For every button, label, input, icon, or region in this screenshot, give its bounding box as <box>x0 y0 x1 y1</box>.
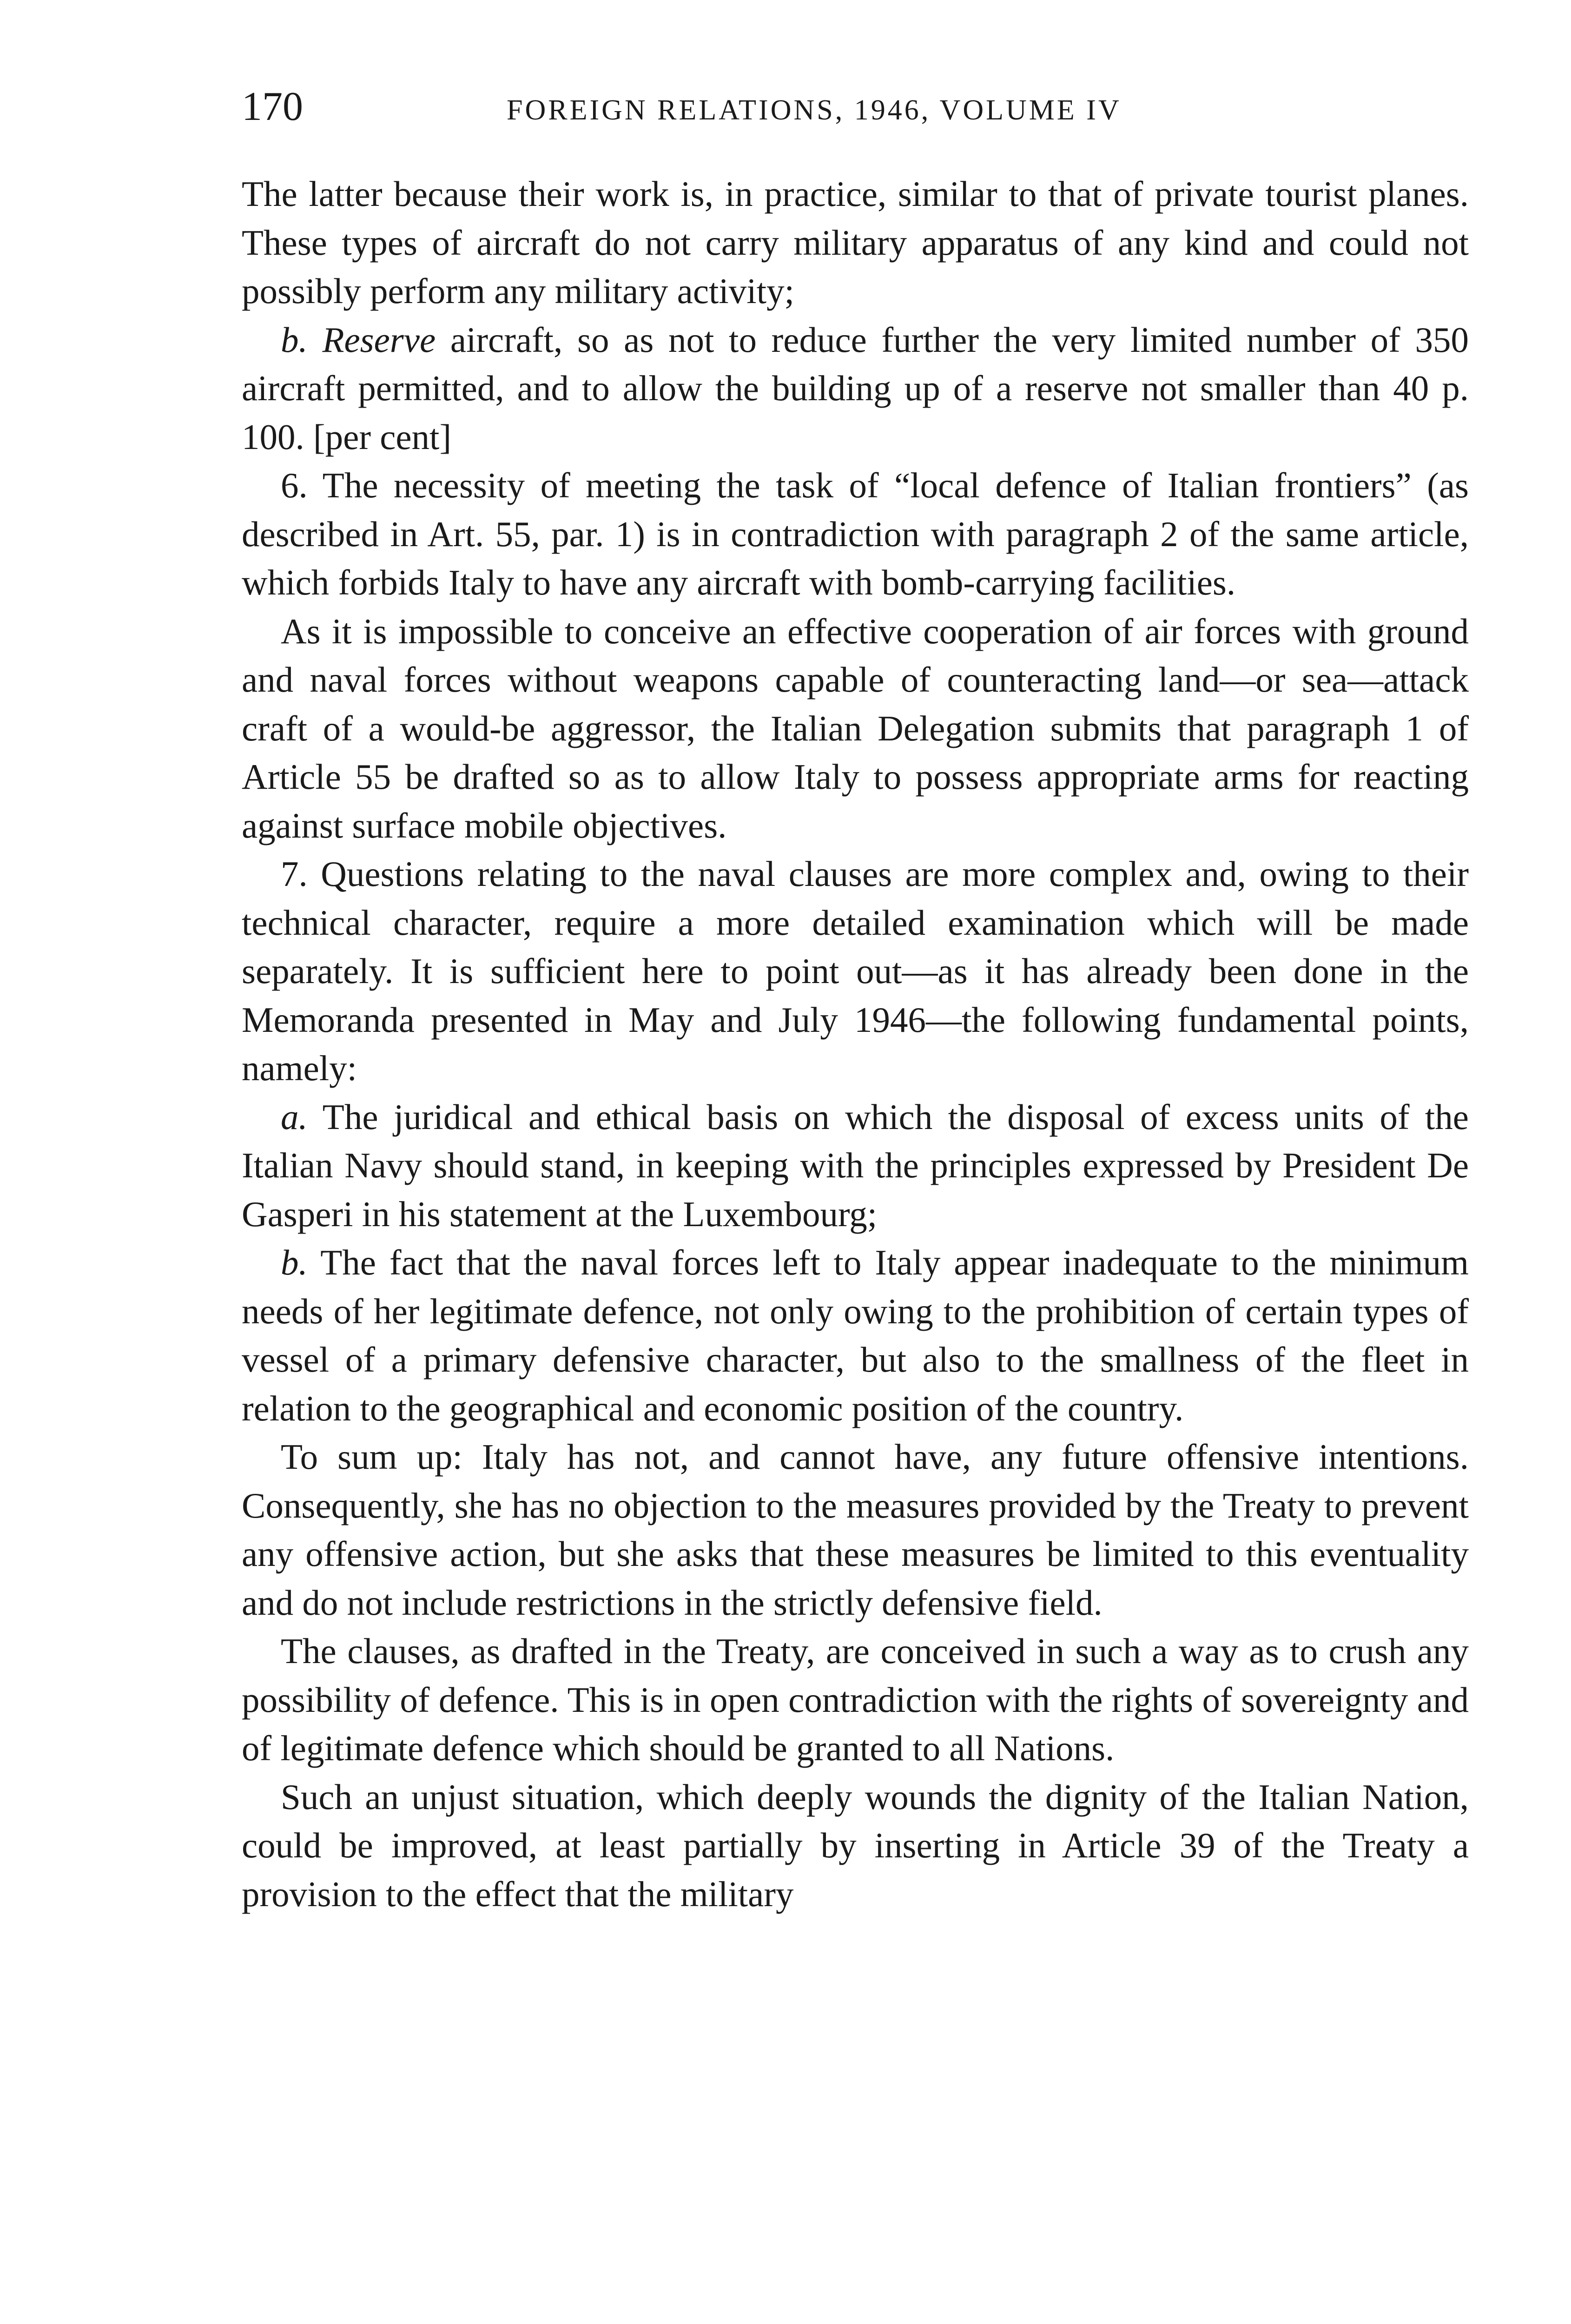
paragraph-6-text: The juridical and ethical basis on which the disposal of excess units of the Italian Navy should stand, in keeping with the principles expressed by President De Gasperi in his statement at the Luxembourg; <box>242 1096 1469 1234</box>
item-letter-b-2: b. <box>281 1242 308 1282</box>
paragraph-10: Such an unjust situation, which deeply wounds the dignity of the Italian Nation, could be improved, at least partially by inserting in Article 39 of the Treaty a provision to the effect that the military <box>242 1776 1469 1914</box>
page-number: 170 <box>242 84 303 129</box>
paragraph-8: To sum up: Italy has not, and cannot have, any future offensive intentions. Consequently, she has no objection to the measures provided by the Treaty to prevent any offensive action, but she asks that these measures be limited to this eventuality and do not include restrictions in the strictly defensive field. <box>242 1437 1469 1623</box>
paragraph-7 <box>242 1238 1469 1433</box>
paragraph-6 <box>242 1093 1469 1239</box>
paragraph-5: 7. Questions relating to the naval clauses are more complex and, owing to their technical character, require a more detailed examination which will be made separately. It is sufficient here to point out—as it has already been done in the Memoranda presented in May and July 1946—the following fundamental points, namely: <box>242 854 1469 1088</box>
paragraph-1: The latter because their work is, in practice, similar to that of private tourist planes. These types of aircraft do not carry military apparatus of any kind and could not possibly perform any military activity; <box>242 174 1469 311</box>
emphasis-reserve: Reserve <box>322 319 436 360</box>
item-letter-a: a. <box>281 1096 308 1137</box>
body-text <box>242 170 1469 1918</box>
paragraph-2-text: aircraft, so as not to reduce further the very limited number of 350 aircraft permitted, and to allow the building up of a reserve not smaller than 40 p. 100. [per cent] <box>242 319 1469 457</box>
paragraph-7-text: The fact that the naval forces left to Italy appear inadequate to the minimum needs of her legitimate defence, not only owing to the prohibition of certain types of vessel of a primary defensive character, but also to the smallness of the fleet in relation to the geographical and economic position of the country. <box>242 1242 1469 1428</box>
paragraph-2 <box>242 316 1469 462</box>
page-header <box>242 79 1469 135</box>
paragraph-9: The clauses, as drafted in the Treaty, are conceived in such a way as to crush any possibility of defence. This is in open contradiction with the rights of sovereignty and of legitimate defence which should be granted to all Nations. <box>242 1631 1469 1768</box>
running-head: FOREIGN RELATIONS, 1946, VOLUME IV <box>507 94 1122 126</box>
item-letter-b: b. <box>281 319 308 360</box>
paragraph-4: As it is impossible to conceive an effective cooperation of air forces with ground and naval forces without weapons capable of counteracting land—or sea—attack craft of a would-be aggressor, the Italian Delegation submits that paragraph 1 of Article 55 be drafted so as to allow Italy to possess appropriate arms for reacting against surface mobile objectives. <box>242 611 1469 845</box>
paragraph-3: 6. The necessity of meeting the task of “local defence of Italian frontiers” (as described in Art. 55, par. 1) is in contradiction with paragraph 2 of the same article, which forbids Italy to have any aircraft with bomb-carrying facilities. <box>242 465 1469 602</box>
